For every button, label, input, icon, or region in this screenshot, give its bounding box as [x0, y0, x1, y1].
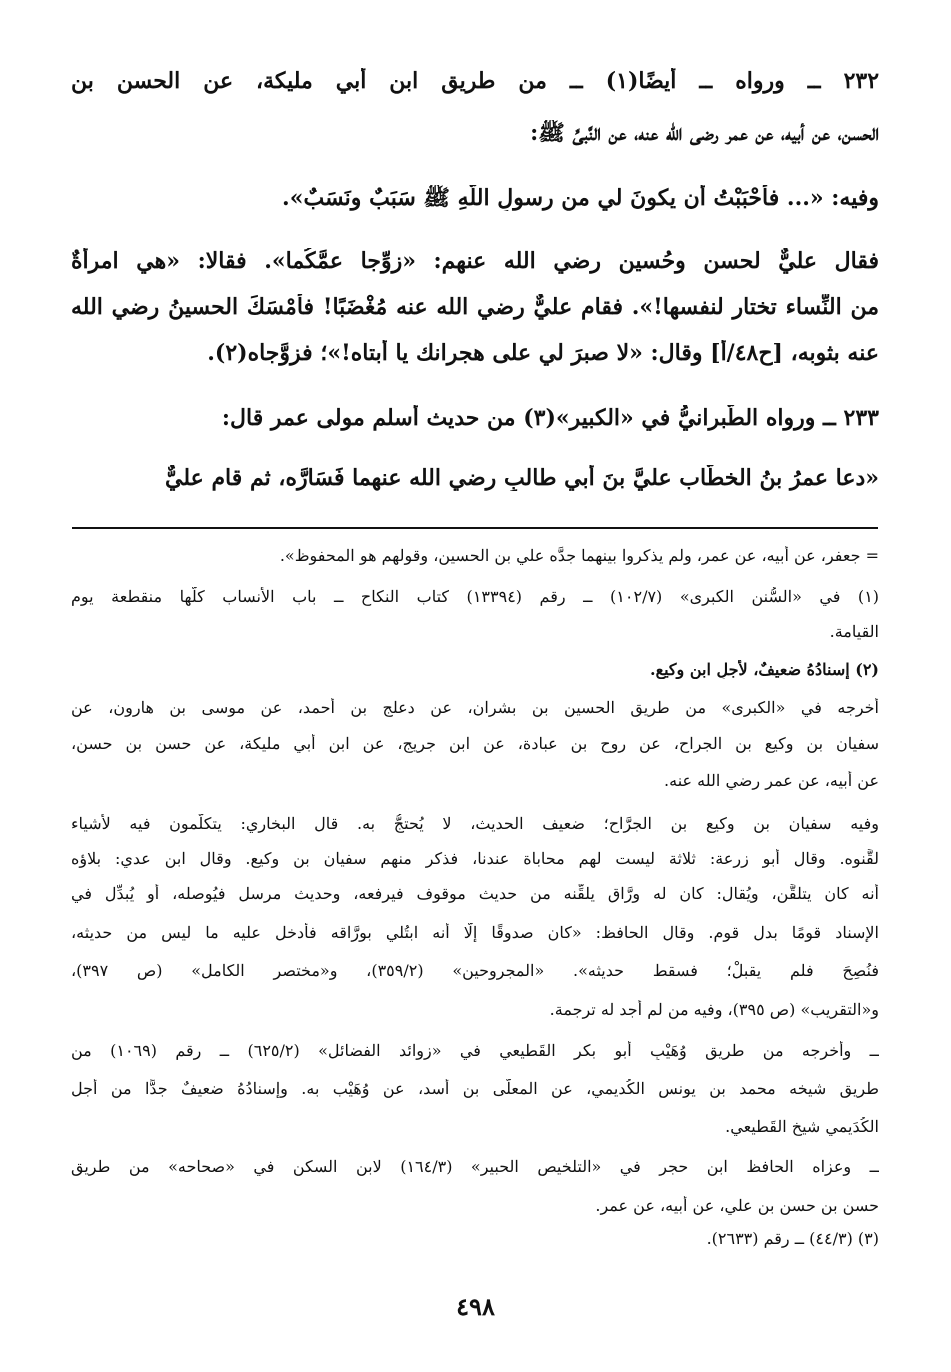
main-text-line: «دعا عمرُ بنُ الخطَّاب عليَّ بنَ أبي طالبٍ رضي الله عنهما فَسَارَّه، ثم قام عليٌّ	[165, 465, 879, 491]
footnote-line: و«التقريب» (ص ٣٩٥)، وفيه من لم أجد له ترجمة.	[549, 1000, 879, 1019]
footnote-line: (١) في «السُّنن الكبرى» (١٠٢/٧) ــ رقم (١٣٣٩٤) كتاب النكاح ــ باب الأنساب كلُّها منقطعة يوم	[71, 587, 879, 606]
main-text-line: ٢٣٣ ــ ورواه الطَّبرانيُّ في «الكبير»(٣) من حديث أسلم مولى عمر قال:	[221, 405, 879, 431]
footnote-separator	[72, 527, 878, 529]
footnote-line: عن أبيه، عن عمر رضي الله عنه.	[664, 771, 879, 790]
page-number: ٤٩٨	[456, 1292, 495, 1321]
footnote-line: فنُصِحَ فلم يقبلْ؛ فسقط حديثه». «المجروحين» (٣٥٩/٢)، و«مختصر الكامل» (ص ٣٩٧)،	[71, 961, 879, 980]
footnote-line: طريق شيخه محمد بن يونس الكُديمي، عن المعلَّى بن أسد، عن وُهَيْب به. وإسنادُهُ ضعيفٌ جدًّا من أجل	[71, 1079, 879, 1098]
footnote-line: (٣) (٤٤/٣) ــ رقم (٢٦٣٣).	[706, 1229, 879, 1248]
footnote-line: لقَّنوه. وقال أبو زرعة: ثلاثة ليست لهم محاباة عندنا، فذكر منهم سفيان بن وكيع. وقال ابن عدي: بلاؤه	[71, 849, 879, 868]
footnote-line: حسن بن حسن بن علي، عن أبيه، عن عمر.	[595, 1196, 879, 1215]
main-text-line: ٢٣٢ ــ ورواه ــ أيضًا(١) ــ من طريق ابن أبي مليكة، عن الحسن بن	[71, 68, 879, 94]
footnote-line: = جعفر، عن أبيه، عن عمر، ولم يذكروا بينهما جدَّه علي بن الحسين، وقولهم هو المحفوظ».	[279, 546, 879, 565]
footnote-line: وفيه سفيان بن وكيع بن الجرَّاح؛ ضعيف الحديث، لا يُحتجُّ به. قال البخاري: يتكلَّمون فيه لأشياء	[71, 814, 879, 833]
main-text-line: وفيه: «... فأَحْبَبْتُ أن يكونَ لي من رسولِ اللَّهِ ﷺ سَبَبٌ ونَسَبٌ».	[282, 185, 879, 211]
footnote-line: أنه كان يتلقَّن، ويُقال: كان له ورَّاق يلقِّنه من حديث موقوف فيرفعه، وحديث مرسل فيُوصله، أو يُبدِّل في	[71, 884, 879, 903]
main-text-line: فقال عليٌّ لحسنٍ وحُسينٍ رضي الله عنهم: «زوِّجا عمَّكُما». فقالا: «هي امرأةٌ	[71, 248, 879, 274]
main-text-line: عنه بثوبه، [ح٤٨/أ] وقال: «لا صبرَ لي على هجرانك يا أبتاه!»؛ فزوَّجاه(٢).	[207, 340, 879, 366]
footnote-line: ــ وعزاه الحافظ ابن حجر في «التلخيص الحبير» (١٦٤/٣) لابن السكن في «صحاحه» من طريق	[71, 1157, 879, 1176]
footnote-line: الإسناد قومًا بدل قوم. وقال الحافظ: «كان صدوقًا إلَّا أنه ابتُلي بورَّاقه فأدخل عليه ما ليس من حديثه،	[71, 923, 879, 942]
footnote-line: القيامة.	[829, 622, 879, 641]
main-text-line: من النِّساء تختار لنفسها!». فقام عليٌّ رضي الله عنه مُغْضَبًا! فأَمْسَكَ الحسينُ رضي الله	[71, 294, 879, 320]
footnote-line: ــ وأخرجه من طريق وُهَيْبٍ أبو بكر القَطيعي في «زوائد الفضائل» (٦٢٥/٢) ــ رقم (١٠٦٩) من	[71, 1041, 879, 1060]
footnote-line: الكُدَيمي شيخ القَطيعي.	[725, 1117, 879, 1136]
footnote-line: أخرجه في «الكبرى» من طريق الحسين بن بشران، عن دعلج بن أحمد، عن موسى بن هارون، عن	[71, 698, 879, 717]
main-text-line: الحسن، عن أبيه، عن عمر رضي الله عنه، عن النَّبيِّ ﷺ:	[530, 120, 879, 146]
footnote-line: سفيان بن وكيع بن الجراح، عن روح بن عبادة، عن ابن جريج، عن ابن أبي مليكة، عن حسن بن حسن،	[71, 734, 879, 753]
footnote-line: (٢) إسنادُهُ ضعيفٌ، لأجلِ ابنِ وكيع.	[650, 660, 879, 679]
